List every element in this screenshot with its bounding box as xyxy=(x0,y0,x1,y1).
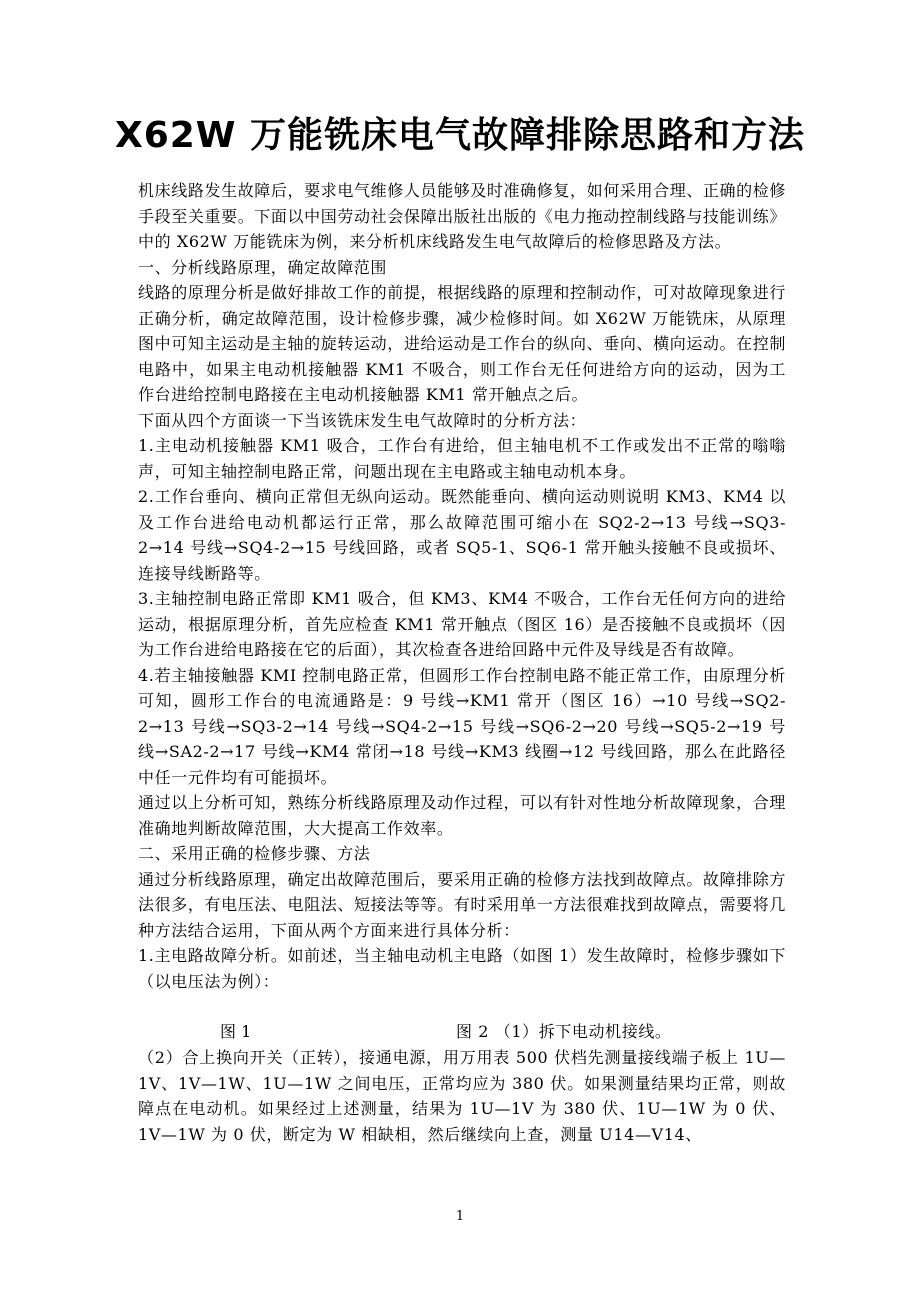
figure-1-caption: 图 1 xyxy=(220,1022,252,1041)
paragraph-methods: 通过分析线路原理，确定出故障范围后，要采用正确的检修方法找到故障点。故障排除方法很多，有电压法、电阻法、短接法等等。有时采用单一方法很难找到故障点，需要将几种方法结合运用，下面从两个方面来进行具体分析： xyxy=(138,869,786,940)
paragraph-step-2: （2）合上换向开关（正转），接通电源，用万用表 500 伏档先测量接线端子板上 1U—1V、1V—1W、1U—1W 之间电压，正常均应为 380 伏。如果测量结果均正常，则故障点在电动机。如果经过上述测量，结果为 1U—1V 为 380 伏、1U—1W 为 0 伏、1V—1W 为 0 伏，断定为 W 相缺相，然后继续向上查，测量 U14—V14、 xyxy=(138,1048,786,1144)
page-title: X62W 万能铣床电气故障排除思路和方法 xyxy=(114,115,806,156)
list-item-4: 4.若主轴接触器 KMI 控制电路正常，但圆形工作台控制电路不能正常工作，由原理分析可知，圆形工作台的电流通路是：9 号线→KM1 常开（图区 16）→10 号线→SQ2-2→13 号线→SQ3-2→14 号线→SQ4-2→15 号线→SQ6-2→20 号线→SQ5-2→19 号线→SA2-2→17 号线→KM4 常闭→18 号线→KM3 线圈→12 号线回路，那么在此路径中任一元件均有可能损坏。 xyxy=(138,665,786,787)
section-heading-1: 一、分析线路原理，确定故障范围 xyxy=(138,257,388,277)
paragraph-summary: 通过以上分析可知，熟练分析线路原理及动作过程，可以有针对性地分析故障现象，合理准确地判断故障范围，大大提高工作效率。 xyxy=(138,793,786,838)
document-body xyxy=(138,178,786,1147)
paragraph-four-aspects: 下面从四个方面谈一下当该铣床发生电气故障时的分析方法： xyxy=(138,410,587,430)
paragraph-main-circuit: 1.主电路故障分析。如前述，当主轴电动机主电路（如图 1）发生故障时，检修步骤如下（以电压法为例）： xyxy=(138,946,786,991)
figure-captions xyxy=(138,1019,786,1045)
figure-2-caption: 图 2 （1）拆下电动机接线。 xyxy=(456,1022,672,1041)
section-heading-2: 二、采用正确的检修步骤、方法 xyxy=(138,844,371,863)
list-item-1: 1.主电动机接触器 KM1 吸合，工作台有进给，但主轴电机不工作或发出不正常的嗡嗡声，可知主轴控制电路正常，问题出现在主电路或主轴电动机本身。 xyxy=(138,436,786,481)
paragraph-principle: 线路的原理分析是做好排故工作的前提，根据线路的原理和控制动作，可对故障现象进行正确分析，确定故障范围，设计检修步骤，减少检修时间。如 X62W 万能铣床，从原理图中可知主运动是主轴的旋转运动，进给运动是工作台的纵向、垂向、横向运动。在控制电路中，如果主电动机接触器 KM1 不吸合，则工作台无任何进给方向的运动，因为工作台进给控制电路接在主电动机接触器 KM1 常开触点之后。 xyxy=(138,283,786,404)
list-item-3: 3.主轴控制电路正常即 KM1 吸合，但 KM3、KM4 不吸合，工作台无任何方向的进给运动，根据原理分析，首先应检查 KM1 常开触点（图区 16）是否接触不良或损坏（因为工作台进给电路接在它的后面），其次检查各进给回路中元件及导线是否有故障。 xyxy=(138,589,786,659)
paragraph-intro: 机床线路发生故障后，要求电气维修人员能够及时准确修复，如何采用合理、正确的检修手段至关重要。下面以中国劳动社会保障出版社出版的《电力拖动控制线路与技能训练》中的 X62W 万能铣床为例，来分析机床线路发生电气故障后的检修思路及方法。 xyxy=(138,181,786,251)
list-item-2: 2.工作台垂向、横向正常但无纵向运动。既然能垂向、横向运动则说明 KM3、KM4 以及工作台进给电动机都运行正常，那么故障范围可缩小在 SQ2-2→13 号线→SQ3-2→14 号线→SQ4-2→15 号线回路，或者 SQ5-1、SQ6-1 常开触头接触不良或损坏、连接导线断路等。 xyxy=(138,487,786,583)
page-number: 1 xyxy=(455,1209,465,1224)
